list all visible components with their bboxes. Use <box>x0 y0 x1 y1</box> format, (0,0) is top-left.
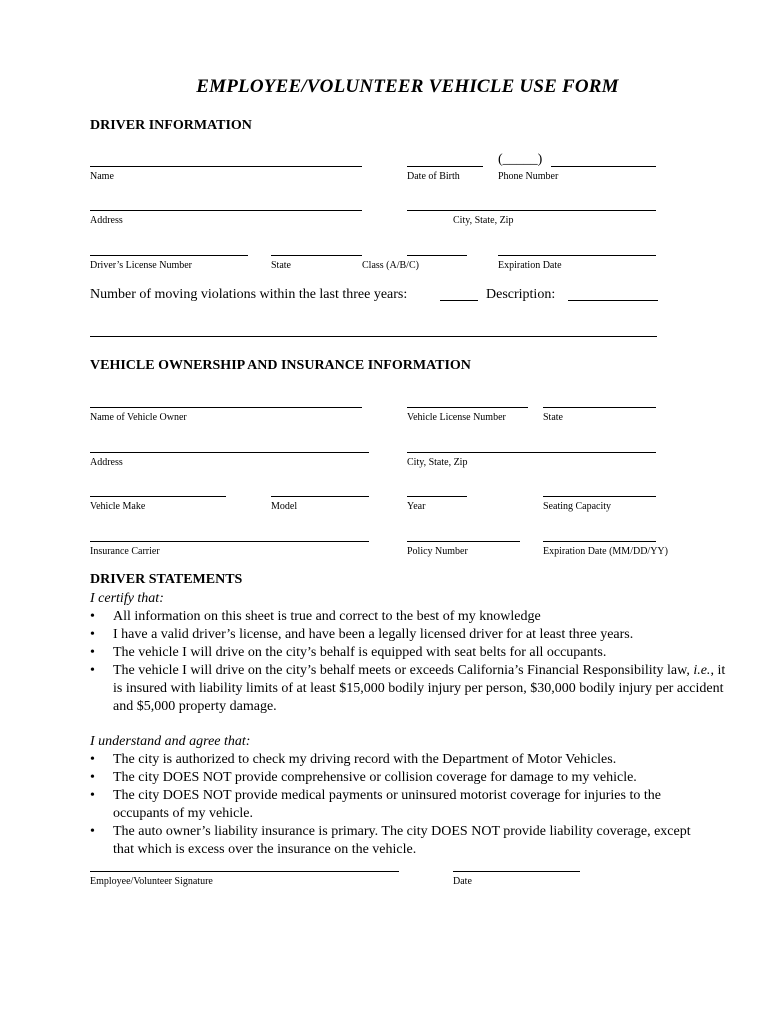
list-item <box>90 751 730 769</box>
description-label: Description: <box>486 287 556 302</box>
phone-number-label: Phone Number <box>498 171 559 182</box>
agree-item-text: The auto owner’s liability insurance is primary. The city DOES NOT provide liability coverage, except that which is excess over the insurance on the vehicle. <box>113 824 691 857</box>
city-state-zip-label: City, State, Zip <box>453 215 514 226</box>
vehicle-model-label: Model <box>271 501 298 512</box>
phone-area-code-field[interactable]: (_____) <box>498 152 543 167</box>
vehicle-license-number-field[interactable] <box>407 407 528 408</box>
vehicle-year-label: Year <box>407 501 426 512</box>
ie-abbreviation: i.e. <box>693 663 711 678</box>
violations-text: Number of moving violations within the last three years: <box>90 287 408 302</box>
vehicle-make-label: Vehicle Make <box>90 501 146 512</box>
agree-item-text: The city is authorized to check my driving record with the Department of Motor Vehicles. <box>113 752 617 767</box>
agree-intro: I understand and agree that: <box>90 734 251 749</box>
date-of-birth-label: Date of Birth <box>407 171 460 182</box>
vehicle-state-label: State <box>543 412 563 423</box>
vehicle-year-field[interactable] <box>407 496 467 497</box>
signature-label: Employee/Volunteer Signature <box>90 876 213 887</box>
bullet-icon: • <box>90 770 95 785</box>
policy-number-label: Policy Number <box>407 546 468 557</box>
vehicle-address-label: Address <box>90 457 123 468</box>
driver-statements-heading: DRIVER STATEMENTS <box>90 572 243 587</box>
list-item <box>90 769 730 787</box>
list-item <box>90 823 730 859</box>
vehicle-info-heading: VEHICLE OWNERSHIP AND INSURANCE INFORMATION <box>90 358 471 373</box>
list-item <box>90 608 730 626</box>
signature-date-label: Date <box>453 876 472 887</box>
vehicle-license-number-label: Vehicle License Number <box>407 412 506 423</box>
license-state-field[interactable] <box>271 255 362 256</box>
name-field[interactable] <box>90 166 362 167</box>
vehicle-city-state-zip-label: City, State, Zip <box>407 457 468 468</box>
list-item <box>90 644 730 662</box>
list-item <box>90 787 730 823</box>
policy-expiration-field[interactable] <box>543 541 656 542</box>
bullet-icon: • <box>90 609 95 624</box>
form-title: EMPLOYEE/VOLUNTEER VEHICLE USE FORM <box>196 76 619 97</box>
agree-item-text: The city DOES NOT provide medical payments or uninsured motorist coverage for injuries to the occupants of my vehicle. <box>113 788 661 821</box>
address-label: Address <box>90 215 123 226</box>
license-expiration-label: Expiration Date <box>498 260 562 271</box>
list-item <box>90 626 730 644</box>
certify-item-text: All information on this sheet is true and correct to the best of my knowledge <box>113 609 541 624</box>
vehicle-owner-label: Name of Vehicle Owner <box>90 412 187 423</box>
certify-intro: I certify that: <box>90 591 164 606</box>
agree-list <box>90 751 730 859</box>
seating-capacity-label: Seating Capacity <box>543 501 612 512</box>
bullet-icon: • <box>90 752 95 767</box>
description-continued-field[interactable] <box>90 336 657 337</box>
seating-capacity-field[interactable] <box>543 496 656 497</box>
license-class-field[interactable] <box>407 255 467 256</box>
insurance-carrier-label: Insurance Carrier <box>90 546 160 557</box>
vehicle-address-field[interactable] <box>90 452 369 453</box>
license-expiration-field[interactable] <box>498 255 656 256</box>
policy-number-field[interactable] <box>407 541 520 542</box>
description-field[interactable] <box>568 300 658 301</box>
drivers-license-field[interactable] <box>90 255 248 256</box>
certify-list <box>90 608 730 716</box>
certify-item-text-cont: , it is insured with liability limits of at least $15,000 bodily injury per person, $30,000 bodily injury per accident and $5,000 property damage. <box>113 663 726 714</box>
certify-item-text: I have a valid driver’s license, and have been a legally licensed driver for at least three years. <box>113 627 634 642</box>
violations-count-field[interactable] <box>440 300 478 301</box>
signature-date-field[interactable] <box>453 871 580 872</box>
insurance-carrier-field[interactable] <box>90 541 369 542</box>
bullet-icon: • <box>90 824 95 839</box>
address-field[interactable] <box>90 210 362 211</box>
driver-info-heading: DRIVER INFORMATION <box>90 118 252 133</box>
bullet-icon: • <box>90 788 95 803</box>
bullet-icon: • <box>90 663 95 678</box>
vehicle-owner-field[interactable] <box>90 407 362 408</box>
certify-item-text: The vehicle I will drive on the city’s behalf meets or exceeds California’s Financial Responsibility law, <box>113 663 694 678</box>
license-state-label: State <box>271 260 291 271</box>
vehicle-state-field[interactable] <box>543 407 656 408</box>
license-class-label: Class (A/B/C) <box>362 260 419 271</box>
vehicle-city-state-zip-field[interactable] <box>407 452 656 453</box>
city-state-zip-field[interactable] <box>407 210 656 211</box>
drivers-license-label: Driver’s License Number <box>90 260 193 271</box>
phone-number-field[interactable] <box>551 166 656 167</box>
list-item <box>90 662 730 716</box>
policy-expiration-label: Expiration Date (MM/DD/YY) <box>543 546 668 557</box>
bullet-icon: • <box>90 645 95 660</box>
certify-item-text: The vehicle I will drive on the city’s behalf is equipped with seat belts for all occupants. <box>113 645 607 660</box>
vehicle-make-field[interactable] <box>90 496 226 497</box>
bullet-icon: • <box>90 627 95 642</box>
date-of-birth-field[interactable] <box>407 166 483 167</box>
agree-item-text: The city DOES NOT provide comprehensive or collision coverage for damage to my vehicle. <box>113 770 637 785</box>
signature-field[interactable] <box>90 871 399 872</box>
name-label: Name <box>90 171 114 182</box>
vehicle-model-field[interactable] <box>271 496 369 497</box>
